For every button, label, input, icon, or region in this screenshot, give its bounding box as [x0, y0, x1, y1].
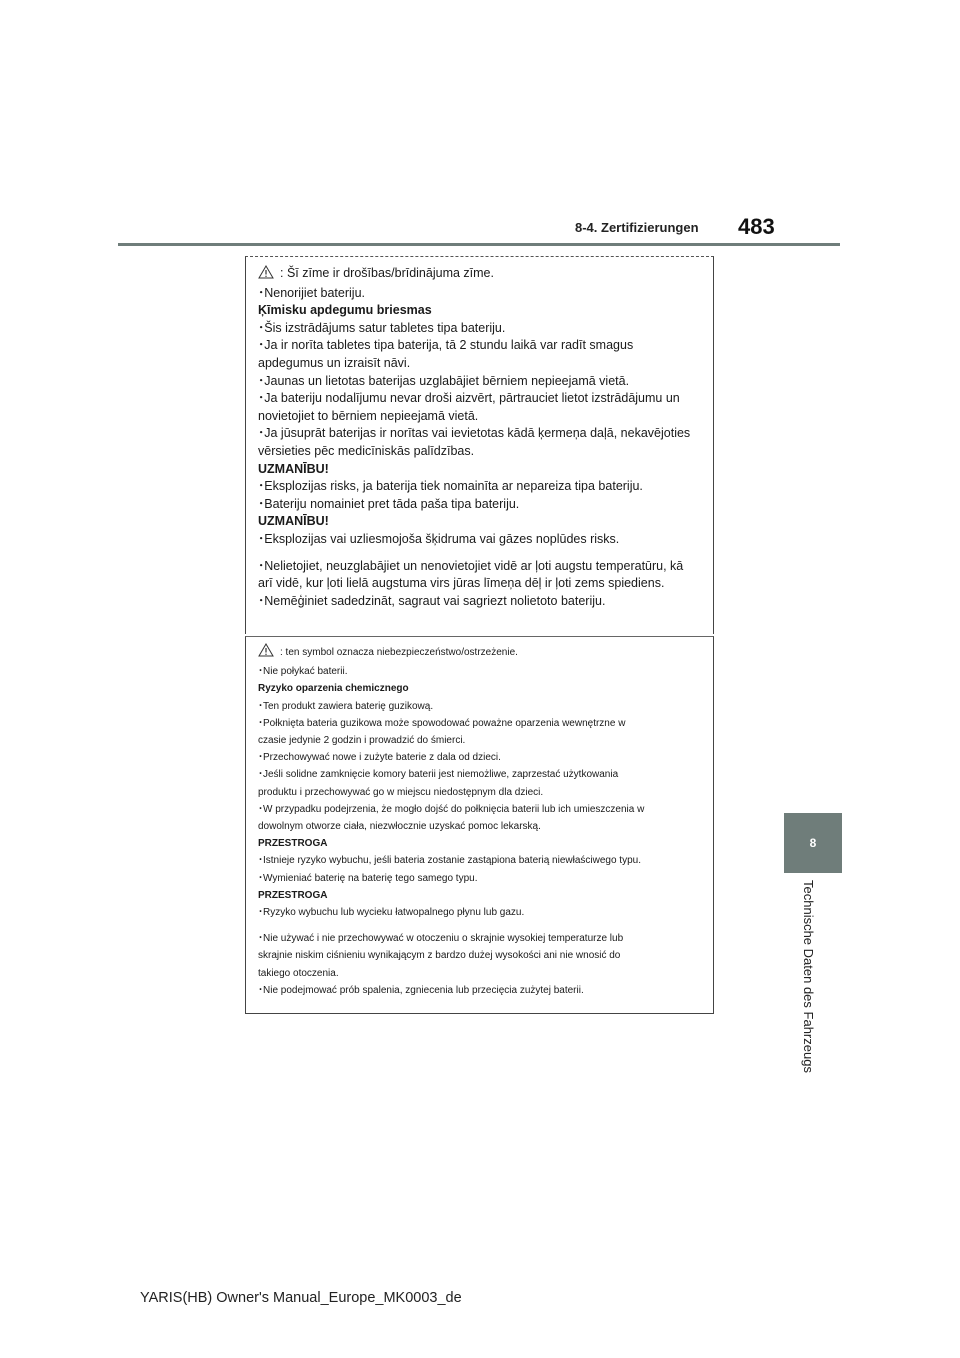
text-line: ･Nie podejmować prób spalenia, zgniecenia lub przecięcia zużytej baterii.: [258, 984, 584, 996]
heading-line: UZMANĪBU!: [258, 461, 329, 476]
chapter-side-title: Technische Daten des Fahrzeugs: [801, 880, 816, 1073]
text-line: ･Nemēģiniet sadedzināt, sagraut vai sagriezt nolietoto bateriju.: [258, 593, 606, 608]
section-title: 8-4. Zertifizierungen: [575, 220, 699, 235]
latvian-symbol-text: : Šī zīme ir drošības/brīdinājuma zīme.: [280, 266, 494, 280]
latvian-warning-label: [245, 256, 714, 634]
header-rule: [118, 243, 840, 246]
latvian-symbol-line: [258, 265, 701, 285]
footer-text: YARIS(HB) Owner's Manual_Europe_MK0003_de: [140, 1290, 462, 1306]
text-line: ･Nelietojiet, neuzglabājiet un nenovietojiet vidē ar ļoti augstu temperatūru, kā: [258, 558, 684, 573]
heading-line: PRZESTROGA: [258, 889, 328, 901]
text-line: ･Przechowywać nowe i zużyte baterie z dala od dzieci.: [258, 752, 501, 764]
text-line: ･Nie połykać baterii.: [258, 666, 348, 678]
warning-triangle-icon: [258, 643, 274, 663]
text-line: czasie jedynie 2 godzin i prowadzić do śmierci.: [258, 735, 466, 747]
text-line: vērsieties pēc medicīniskās palīdzības.: [258, 443, 475, 458]
heading-line: UZMANĪBU!: [258, 514, 329, 529]
text-line: ･W przypadku podejrzenia, że mogło dojść do połknięcia baterii lub ich umieszczenia w: [258, 803, 645, 815]
text-line: novietojiet to bērniem nepieejamā vietā.: [258, 408, 479, 423]
heading-line: Ķīmisku apdegumu briesmas: [258, 303, 432, 318]
text-line: apdegumus un izraisīt nāvi.: [258, 355, 411, 370]
polish-symbol-text: : ten symbol oznacza niebezpieczeństwo/ostrzeżenie.: [280, 647, 518, 658]
text-line: ･Šis izstrādājums satur tabletes tipa bateriju.: [258, 320, 506, 335]
heading-line: PRZESTROGA: [258, 838, 328, 850]
text-line: ･Nenorijiet bateriju.: [258, 285, 365, 300]
blank-line: [258, 549, 701, 558]
text-line: produktu i przechowywać go w miejscu niedostępnym dla dzieci.: [258, 786, 544, 798]
text-line: ･Istnieje ryzyko wybuchu, jeśli bateria zostanie zastąpiona baterią niewłaściwego typu.: [258, 855, 641, 867]
text-line: arī vidē, kur ļoti lielā augstuma virs jūras līmeņa dēļ ir ļoti zems spiediens.: [258, 576, 665, 591]
chapter-tab: 8: [784, 813, 842, 873]
polish-symbol-line: [258, 643, 701, 663]
text-line: ･Jaunas un lietotas baterijas uzglabājiet bērniem nepieejamā vietā.: [258, 373, 630, 388]
blank-line: [258, 921, 701, 930]
text-line: ･Połknięta bateria guzikowa może spowodować poważne oparzenia wewnętrzne w: [258, 717, 626, 729]
heading-line: Ryzyko oparzenia chemicznego: [258, 683, 409, 695]
text-line: ･Nie używać i nie przechowywać w otoczeniu o skrajnie wysokiej temperaturze lub: [258, 933, 624, 945]
text-line: ･Bateriju nomainiet pret tāda paša tipa bateriju.: [258, 496, 520, 511]
text-line: dowolnym otworze ciała, niezwłocznie uzyskać pomoc lekarską.: [258, 821, 541, 833]
text-line: ･Ja ir norīta tabletes tipa baterija, tā 2 stundu laikā var radīt smagus: [258, 338, 634, 353]
text-line: ･Eksplozijas vai uzliesmojoša šķidruma vai gāzes noplūdes risks.: [258, 531, 620, 546]
text-line: ･Ja bateriju nodalījumu nevar droši aizvērt, pārtrauciet lietot izstrādājumu un: [258, 391, 680, 406]
text-line: ･Ja jūsuprāt baterijas ir norītas vai ievietotas kādā ķermeņa daļā, nekavējoties: [258, 426, 691, 441]
text-line: skrajnie niskim ciśnieniu wynikającym z bardzo dużej wysokości ani nie wnosić do: [258, 950, 621, 962]
text-line: takiego otoczenia.: [258, 967, 339, 979]
text-line: ･Ten produkt zawiera baterię guzikową.: [258, 700, 434, 712]
text-line: ･Wymieniać baterię na baterię tego samego typu.: [258, 872, 478, 884]
page-number: 483: [738, 214, 775, 239]
text-line: ･Jeśli solidne zamknięcie komory baterii jest niemożliwe, zaprzestać użytkowania: [258, 769, 619, 781]
polish-warning-label: [245, 636, 714, 1014]
text-line: ･Ryzyko wybuchu lub wycieku łatwopalnego płynu lub gazu.: [258, 907, 525, 919]
warning-triangle-icon: [258, 265, 274, 285]
text-line: ･Eksplozijas risks, ja baterija tiek nomainīta ar nepareiza tipa bateriju.: [258, 479, 643, 494]
